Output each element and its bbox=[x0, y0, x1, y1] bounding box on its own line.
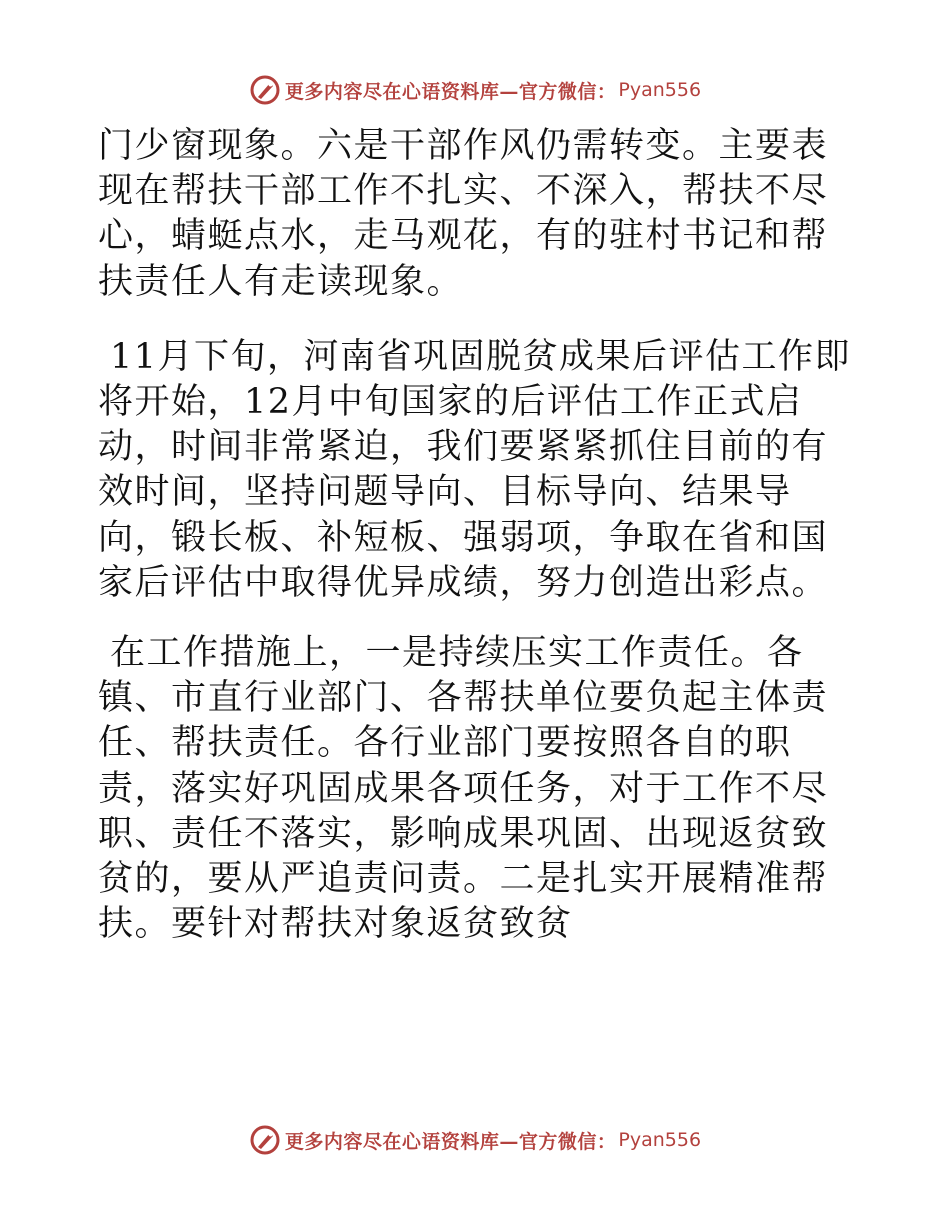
paragraph-3-text: 在工作措施上，一是持续压实工作责任。各镇、市直行业部门、各帮扶单位要负起主体责任、帮扶责任。各行业部门要按照各自的职责，落实好巩固成果各项任务，对于工作不尽职、责任不落实，影响成果巩固、出现返贫致贫的，要从严追责问责。二是扎实开展精准帮扶。要针对帮扶对象返贫致贫 bbox=[98, 633, 829, 945]
paragraph-2-text: 11月下旬，河南省巩固脱贫成果后评估工作即将开始，12月中旬国家的后评估工作正式启动，时间非常紧迫，我们要紧紧抓住目前的有效时间，坚持问题导向、目标导向、结果导向，锻长板、补短板、强弱项，争取在省和国家后评估中取得优异成绩，努力创造出彩点。 bbox=[98, 336, 852, 603]
paragraph-3 bbox=[98, 631, 858, 947]
pen-nib-logo-icon bbox=[249, 1124, 281, 1156]
watermark-text: 更多内容尽在心语资料库—官方微信： bbox=[284, 80, 617, 103]
watermark-text: 更多内容尽在心语资料库—官方微信： bbox=[284, 1130, 617, 1153]
watermark-handle: Pyan556 bbox=[618, 79, 702, 101]
watermark-handle: Pyan556 bbox=[618, 1129, 702, 1151]
document-body bbox=[98, 124, 858, 972]
paragraph-1: 门少窗现象。六是干部作风仍需转变。主要表现在帮扶干部工作不扎实、不深入，帮扶不尽心，蜻蜓点水，走马观花，有的驻村书记和帮扶责任人有走读现象。 bbox=[98, 126, 829, 302]
paragraph-2 bbox=[98, 335, 858, 606]
pen-nib-logo-icon bbox=[249, 74, 281, 106]
watermark-footer bbox=[0, 1120, 950, 1160]
watermark-header bbox=[0, 70, 950, 110]
